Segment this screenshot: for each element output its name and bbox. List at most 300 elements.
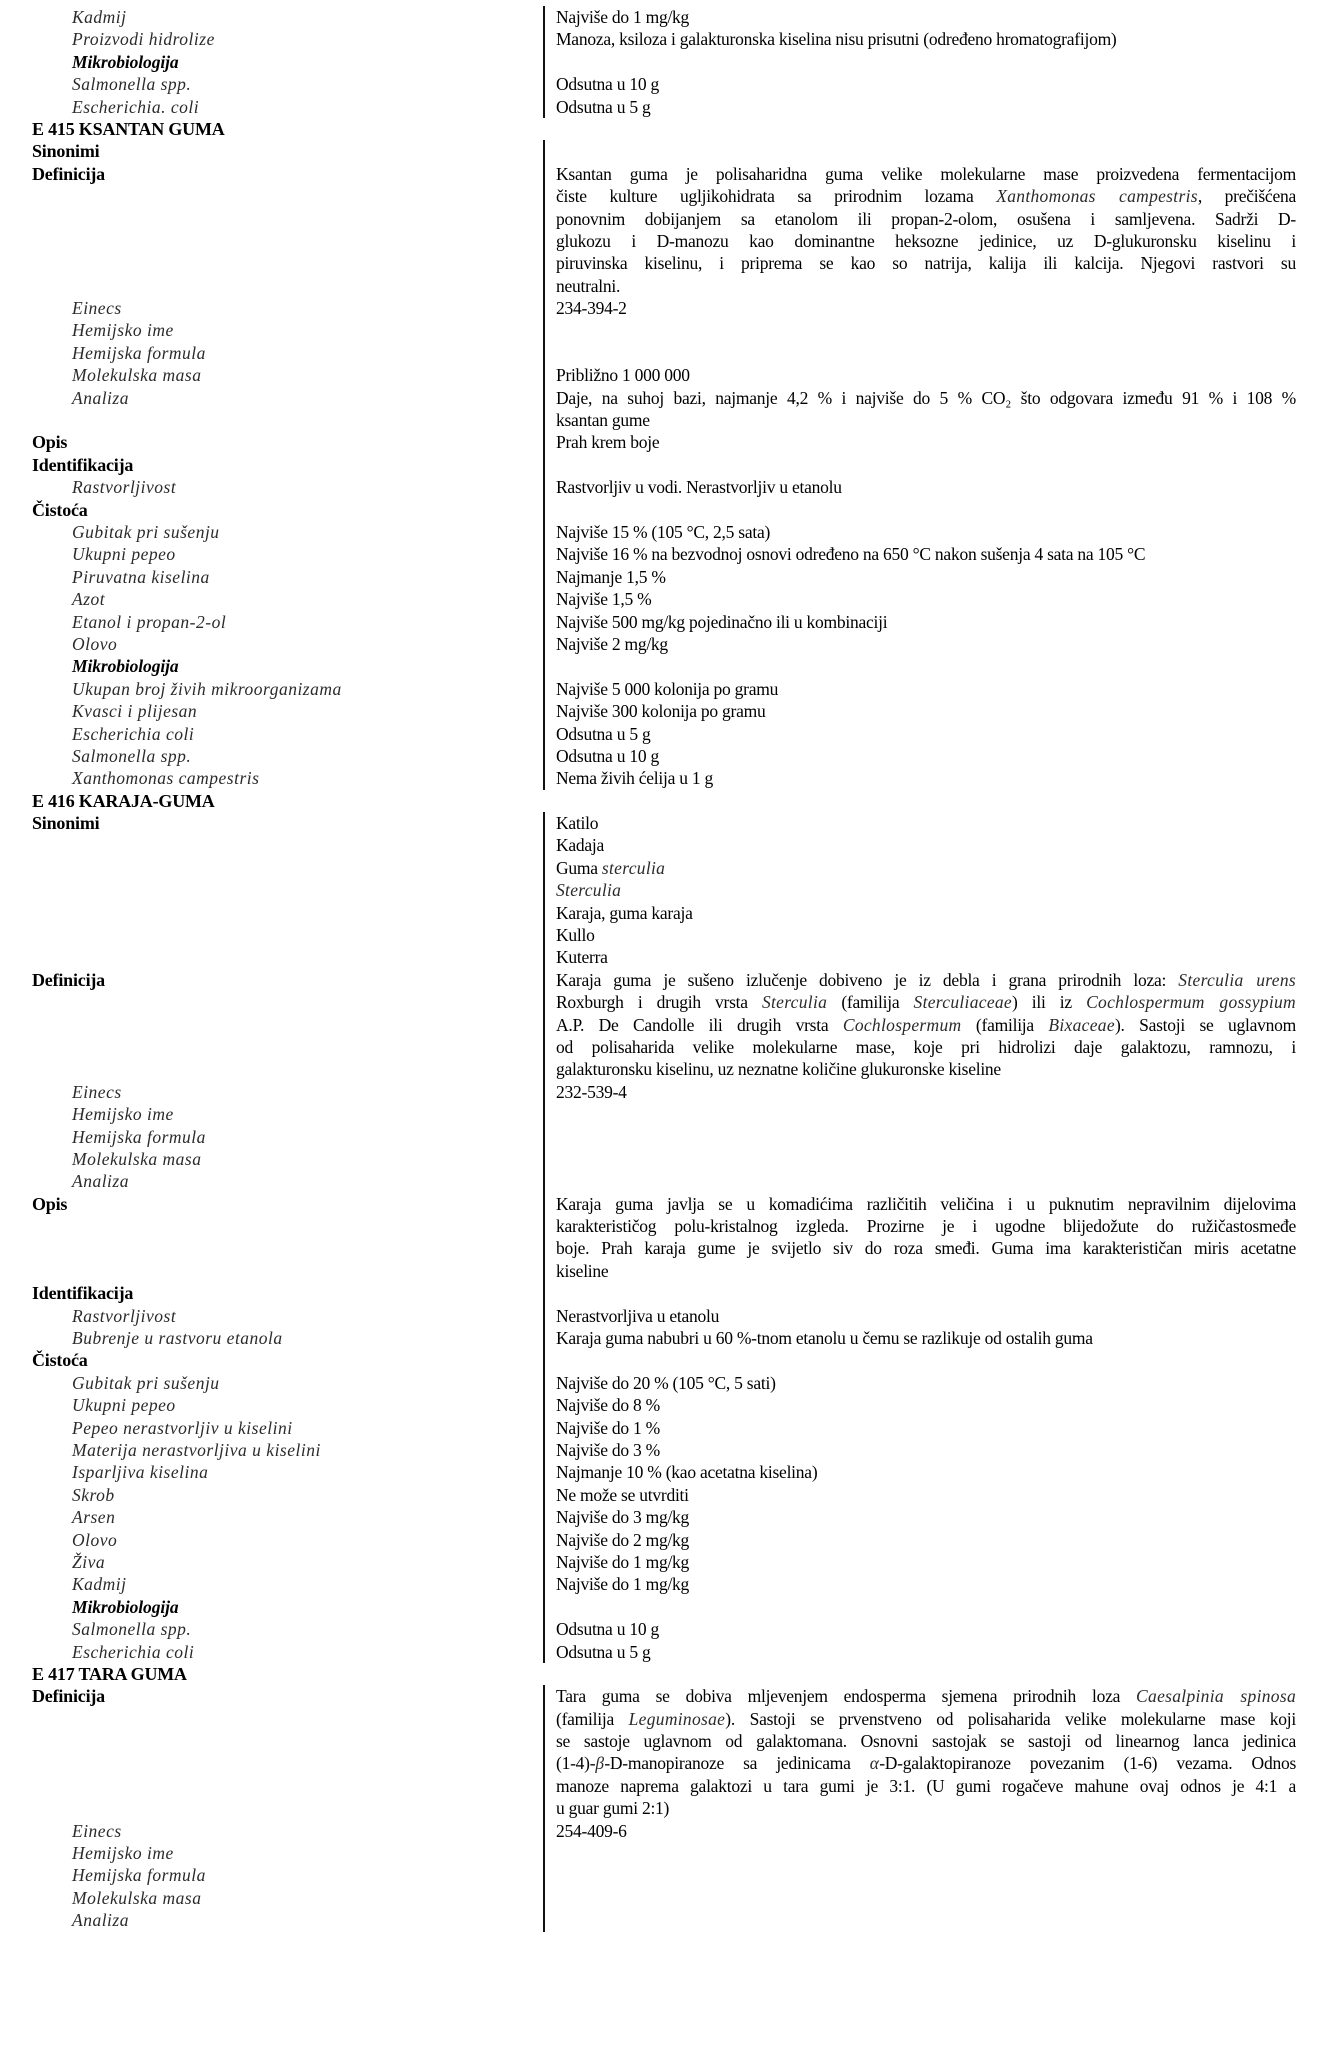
section-heading: E 416 KARAJA-GUMA bbox=[32, 790, 215, 811]
field-label: Olovo bbox=[72, 1529, 118, 1550]
spec-row bbox=[0, 700, 1340, 722]
spec-row bbox=[0, 1417, 1340, 1439]
field-value bbox=[556, 319, 1296, 341]
value-line bbox=[556, 745, 1296, 767]
field-value bbox=[556, 1864, 1296, 1886]
value-line bbox=[556, 1529, 1296, 1551]
field-value bbox=[556, 73, 1296, 95]
italic-term: Sterculia urens bbox=[1178, 969, 1296, 990]
spec-row bbox=[0, 431, 1340, 453]
value-line bbox=[556, 6, 1296, 28]
value-text: ). Sastoji se uglavnom bbox=[1114, 1014, 1296, 1035]
section-heading: E 417 TARA GUMA bbox=[32, 1663, 187, 1684]
italic-term: Caesalpinia spinosa bbox=[1136, 1686, 1296, 1707]
field-value bbox=[556, 1394, 1296, 1416]
value-line bbox=[556, 364, 1296, 386]
value-text: Najviše 15 % (105 °C, 2,5 sata) bbox=[556, 521, 771, 542]
value-text: Ne može se utvrditi bbox=[556, 1484, 689, 1505]
value-text: Rastvorljiv u vodi. Nerastvorljiv u etanolu bbox=[556, 477, 842, 498]
value-line bbox=[556, 1417, 1296, 1439]
value-text: karakterističog polu-kristalnog izgleda. Prozirne je i ugodne blijedožute do ružičastosmeđe bbox=[556, 1216, 1296, 1237]
field-label: Piruvatna kiselina bbox=[72, 566, 210, 587]
field-heading: Identifikacija bbox=[32, 454, 134, 475]
field-label: Hemijska formula bbox=[72, 1865, 206, 1886]
spec-row bbox=[0, 1103, 1340, 1125]
value-line bbox=[556, 1036, 1296, 1058]
field-value bbox=[556, 678, 1296, 700]
field-label: Xanthomonas campestris bbox=[72, 768, 260, 789]
value-line bbox=[556, 431, 1296, 453]
field-label: Escherichia. coli bbox=[72, 96, 200, 117]
value-text: , prečišćena bbox=[1197, 186, 1296, 207]
value-text: 254-409-6 bbox=[556, 1820, 627, 1841]
value-line bbox=[556, 1126, 1296, 1148]
field-label: Hemijsko ime bbox=[72, 1843, 174, 1864]
spec-row bbox=[0, 1685, 1340, 1819]
field-label: Molekulska masa bbox=[72, 1887, 202, 1908]
spec-row bbox=[0, 812, 1340, 969]
field-label: Pepeo nerastvorljiv u kiselini bbox=[72, 1417, 293, 1438]
value-line bbox=[556, 678, 1296, 700]
spec-row bbox=[0, 1909, 1340, 1931]
value-line bbox=[556, 1058, 1296, 1080]
field-value bbox=[556, 1820, 1296, 1842]
field-label: Kadmij bbox=[72, 7, 127, 27]
value-line bbox=[556, 1484, 1296, 1506]
value-text: Karaja guma nabubri u 60 %-tnom etanolu u čemu se razlikuje od ostalih guma bbox=[556, 1328, 1093, 1349]
italic-term: Cochlospermum bbox=[842, 1014, 962, 1035]
value-text: ). Sastoji se prvenstveno od polisaharida velike molekularne mase koji bbox=[725, 1708, 1296, 1729]
field-value bbox=[556, 1573, 1296, 1595]
italic-term: Xanthomonas campestris bbox=[996, 186, 1198, 207]
spec-row bbox=[0, 1887, 1340, 1909]
value-line bbox=[556, 1103, 1296, 1125]
spec-row bbox=[0, 51, 1340, 73]
section-block bbox=[0, 812, 1340, 1663]
value-line bbox=[556, 476, 1296, 498]
value-line bbox=[556, 1864, 1296, 1886]
value-line bbox=[556, 1618, 1296, 1640]
field-value bbox=[556, 655, 1296, 677]
value-line bbox=[556, 857, 1296, 879]
italic-term: Bixaceae bbox=[1048, 1014, 1115, 1035]
field-heading: Čistoća bbox=[32, 1350, 88, 1371]
field-label: Salmonella spp. bbox=[72, 74, 192, 95]
spec-row bbox=[0, 588, 1340, 610]
italic-term: Sterculiaceae bbox=[913, 992, 1012, 1013]
value-line bbox=[556, 902, 1296, 924]
value-text: 232-539-4 bbox=[556, 1081, 627, 1102]
spec-row bbox=[0, 1170, 1340, 1192]
field-value bbox=[556, 1170, 1296, 1192]
subgroup-heading: Mikrobiologija bbox=[72, 51, 179, 72]
field-label: Gubitak pri sušenju bbox=[72, 1372, 220, 1393]
value-text: Karaja, guma karaja bbox=[556, 902, 693, 923]
value-line bbox=[556, 879, 1296, 901]
spec-row bbox=[0, 969, 1340, 1081]
value-line bbox=[556, 387, 1296, 409]
value-text: neutralni. bbox=[556, 275, 621, 296]
value-text: Manoza, ksiloza i galakturonska kiselina nisu prisutni (određeno hromatografijom) bbox=[556, 29, 1117, 50]
field-label: Ukupni pepeo bbox=[72, 544, 176, 565]
value-line bbox=[556, 499, 1296, 521]
field-value bbox=[556, 611, 1296, 633]
field-value bbox=[556, 588, 1296, 610]
value-line bbox=[556, 723, 1296, 745]
spec-row bbox=[0, 364, 1340, 386]
value-line bbox=[556, 1394, 1296, 1416]
value-text: Najviše 1,5 % bbox=[556, 589, 652, 610]
italic-term: α bbox=[869, 1753, 880, 1774]
spec-row bbox=[0, 454, 1340, 476]
field-label: Einecs bbox=[72, 298, 122, 319]
value-text: Odsutna u 10 g bbox=[556, 1619, 659, 1640]
value-line bbox=[556, 140, 1296, 162]
field-heading: Sinonimi bbox=[32, 813, 100, 834]
field-value bbox=[556, 767, 1296, 789]
spec-row bbox=[0, 1529, 1340, 1551]
spec-row bbox=[0, 96, 1340, 118]
field-label: Gubitak pri sušenju bbox=[72, 521, 220, 542]
spec-row bbox=[0, 1148, 1340, 1170]
spec-row bbox=[0, 1081, 1340, 1103]
value-text: glukozu i D-manozu kao dominantne heksozne jedinice, uz D-glukuronsku kiselinu i bbox=[556, 230, 1296, 251]
value-line bbox=[556, 73, 1296, 95]
spec-row bbox=[0, 1394, 1340, 1416]
field-value bbox=[556, 1372, 1296, 1394]
value-text: -D-galaktopiranoze povezanim (1-6) vezama. Odnos bbox=[879, 1753, 1296, 1774]
field-label: Materija nerastvorljiva u kiselini bbox=[72, 1440, 321, 1460]
field-value bbox=[556, 1126, 1296, 1148]
field-value bbox=[556, 297, 1296, 319]
spec-row bbox=[0, 387, 1340, 432]
field-label: Skrob bbox=[72, 1484, 115, 1505]
field-label: Analiza bbox=[72, 387, 129, 408]
value-line bbox=[556, 1596, 1296, 1618]
field-value bbox=[556, 1103, 1296, 1125]
value-line bbox=[556, 1551, 1296, 1573]
value-text: (familija bbox=[556, 1708, 629, 1729]
value-text: manoze naprema galaktozi u tara gumi je 3:1. (U gumi rogačeve mahune ovaj odnos je 4:1 a bbox=[556, 1775, 1296, 1796]
value-text: Guma bbox=[556, 857, 602, 878]
value-text: Karaja guma je sušeno izlučenje dobiveno je iz debla i grana prirodnih loza: bbox=[556, 969, 1179, 990]
field-label: Isparljiva kiselina bbox=[72, 1462, 209, 1483]
value-line bbox=[556, 1775, 1296, 1797]
field-label: Analiza bbox=[72, 1910, 129, 1931]
field-heading: Definicija bbox=[32, 969, 105, 990]
value-line bbox=[556, 1327, 1296, 1349]
field-label: Arsen bbox=[72, 1507, 116, 1528]
field-value bbox=[556, 1484, 1296, 1506]
value-line bbox=[556, 1752, 1296, 1774]
field-value bbox=[556, 1506, 1296, 1528]
value-line bbox=[556, 96, 1296, 118]
field-value bbox=[556, 521, 1296, 543]
value-line bbox=[556, 969, 1296, 991]
value-text: u guar gumi 2:1) bbox=[556, 1798, 670, 1819]
value-line bbox=[556, 208, 1296, 230]
spec-row bbox=[0, 521, 1340, 543]
value-text: Nema živih ćelija u 1 g bbox=[556, 768, 714, 789]
value-line bbox=[556, 543, 1296, 565]
spec-row bbox=[0, 140, 1340, 162]
column-divider bbox=[543, 6, 545, 118]
italic-term: Cochlospermum gossypium bbox=[1086, 992, 1296, 1013]
value-text: boje. Prah karaja gume je svijetlo siv do roza smeđi. Guma ima karakterističan miris acetatne bbox=[556, 1238, 1296, 1259]
value-line bbox=[556, 1305, 1296, 1327]
value-text: Nerastvorljiva u etanolu bbox=[556, 1305, 720, 1326]
value-line bbox=[556, 588, 1296, 610]
field-value bbox=[556, 476, 1296, 498]
value-text: Prah krem boje bbox=[556, 432, 660, 453]
value-text: (1-4)- bbox=[556, 1753, 596, 1774]
value-line bbox=[556, 297, 1296, 319]
value-line bbox=[556, 655, 1296, 677]
spec-row bbox=[0, 342, 1340, 364]
spec-row bbox=[0, 476, 1340, 498]
value-line bbox=[556, 1685, 1296, 1707]
field-value bbox=[556, 1305, 1296, 1327]
value-line bbox=[556, 1237, 1296, 1259]
value-text: od polisaharida velike molekularne mase, koje pri hidrolizi daje galaktozu, ramnozu, i bbox=[556, 1036, 1296, 1057]
italic-term: sterculia bbox=[601, 857, 666, 878]
value-text: Najviše do 20 % (105 °C, 5 sati) bbox=[556, 1372, 776, 1393]
value-line bbox=[556, 767, 1296, 789]
field-label: Salmonella spp. bbox=[72, 1619, 192, 1640]
value-line bbox=[556, 275, 1296, 297]
spec-row bbox=[0, 745, 1340, 767]
value-text: Najviše do 1 mg/kg bbox=[556, 1551, 690, 1572]
field-heading: Definicija bbox=[32, 1686, 105, 1707]
spec-row bbox=[0, 1596, 1340, 1618]
value-line bbox=[556, 812, 1296, 834]
spec-row bbox=[0, 1484, 1340, 1506]
value-line bbox=[556, 1730, 1296, 1752]
section-block bbox=[0, 6, 1340, 118]
spec-row bbox=[0, 611, 1340, 633]
field-value bbox=[556, 140, 1296, 162]
value-text: ksantan gume bbox=[556, 410, 650, 431]
field-value bbox=[556, 499, 1296, 521]
value-line bbox=[556, 1573, 1296, 1595]
value-line bbox=[556, 252, 1296, 274]
field-value bbox=[556, 723, 1296, 745]
value-text: Najviše do 1 mg/kg bbox=[556, 1574, 690, 1595]
spec-row bbox=[0, 566, 1340, 588]
value-text: kiseline bbox=[556, 1260, 609, 1281]
spec-row bbox=[0, 319, 1340, 341]
spec-row bbox=[0, 678, 1340, 700]
field-label: Bubrenje u rastvoru etanola bbox=[72, 1328, 283, 1349]
spec-row bbox=[0, 6, 1340, 28]
value-line bbox=[556, 1708, 1296, 1730]
field-value bbox=[556, 543, 1296, 565]
field-value bbox=[556, 342, 1296, 364]
value-line bbox=[556, 946, 1296, 968]
value-line bbox=[556, 1081, 1296, 1103]
spec-row bbox=[0, 1641, 1340, 1663]
spec-row bbox=[0, 1305, 1340, 1327]
spec-row bbox=[0, 1126, 1340, 1148]
value-text: Najviše 300 kolonija po gramu bbox=[556, 701, 766, 722]
field-value bbox=[556, 1551, 1296, 1573]
value-line bbox=[556, 924, 1296, 946]
section-block bbox=[0, 140, 1340, 789]
section-heading: E 415 KSANTAN GUMA bbox=[32, 118, 225, 139]
value-line bbox=[556, 700, 1296, 722]
value-text: Odsutna u 5 g bbox=[556, 723, 651, 744]
value-text: Odsutna u 10 g bbox=[556, 745, 659, 766]
field-value bbox=[556, 1282, 1296, 1304]
value-text: Najviše 5 000 kolonija po gramu bbox=[556, 678, 779, 699]
field-heading: Opis bbox=[32, 1193, 68, 1214]
column-divider bbox=[543, 812, 545, 1663]
value-text: Daje, na suhoj bazi, najmanje 4,2 % i najviše do 5 % CO₂ što odgovara između 91 % i 108 % bbox=[556, 387, 1296, 408]
value-line bbox=[556, 1014, 1296, 1036]
spec-row bbox=[0, 1193, 1340, 1283]
field-label: Einecs bbox=[72, 1081, 122, 1102]
field-value bbox=[556, 364, 1296, 386]
value-line bbox=[556, 454, 1296, 476]
spec-row bbox=[0, 1461, 1340, 1483]
field-label: Hemijska formula bbox=[72, 342, 206, 363]
value-line bbox=[556, 409, 1296, 431]
field-label: Hemijska formula bbox=[72, 1126, 206, 1147]
value-text: Najviše do 1 % bbox=[556, 1417, 660, 1438]
field-label: Azot bbox=[72, 589, 106, 610]
value-line bbox=[556, 1282, 1296, 1304]
field-heading: Sinonimi bbox=[32, 141, 100, 162]
field-value bbox=[556, 1685, 1296, 1819]
italic-term: Sterculia bbox=[761, 992, 828, 1013]
field-label: Hemijsko ime bbox=[72, 1104, 174, 1125]
field-label: Kvasci i plijesan bbox=[72, 701, 198, 722]
field-label: Olovo bbox=[72, 633, 118, 654]
field-label: Molekulska masa bbox=[72, 365, 202, 386]
value-line bbox=[556, 1641, 1296, 1663]
value-line bbox=[556, 1148, 1296, 1170]
value-text: Ksantan guma je polisaharidna guma velike molekularne mase proizvedena fermentacijom bbox=[556, 163, 1296, 184]
value-line bbox=[556, 1842, 1296, 1864]
value-line bbox=[556, 28, 1296, 50]
subgroup-heading: Mikrobiologija bbox=[72, 656, 179, 677]
spec-row bbox=[0, 73, 1340, 95]
field-label: Ukupni pepeo bbox=[72, 1395, 176, 1416]
value-line bbox=[556, 51, 1296, 73]
value-line bbox=[556, 1797, 1296, 1819]
field-label: Salmonella spp. bbox=[72, 745, 192, 766]
spec-row bbox=[0, 1842, 1340, 1864]
italic-term: Leguminosae bbox=[628, 1708, 726, 1729]
spec-row bbox=[0, 723, 1340, 745]
field-value bbox=[556, 1439, 1296, 1461]
value-line bbox=[556, 185, 1296, 207]
field-value bbox=[556, 1909, 1296, 1931]
spec-row bbox=[0, 543, 1340, 565]
field-label: Hemijsko ime bbox=[72, 320, 174, 341]
field-label: Escherichia coli bbox=[72, 723, 195, 744]
spec-row bbox=[0, 1820, 1340, 1842]
field-value bbox=[556, 566, 1296, 588]
spec-row bbox=[0, 1573, 1340, 1595]
value-text: A.P. De Candolle ili drugih vrsta bbox=[556, 1014, 843, 1035]
value-line bbox=[556, 163, 1296, 185]
field-value bbox=[556, 1327, 1296, 1349]
value-text: ) ili iz bbox=[1012, 992, 1087, 1013]
spec-row bbox=[0, 1551, 1340, 1573]
value-line bbox=[556, 1820, 1296, 1842]
value-text: Najviše 500 mg/kg pojedinačno ili u kombinaciji bbox=[556, 611, 888, 632]
value-line bbox=[556, 342, 1296, 364]
spec-row bbox=[0, 655, 1340, 677]
value-line bbox=[556, 1439, 1296, 1461]
value-text: Najviše 16 % na bezvodnoj osnovi određeno na 650 °C nakon sušenja 4 sata na 105 °C bbox=[556, 544, 1146, 565]
field-heading: Identifikacija bbox=[32, 1283, 134, 1304]
spec-row bbox=[0, 1282, 1340, 1304]
value-text: čiste kulture ugljikohidrata sa prirodnim lozama bbox=[556, 186, 997, 207]
spec-row bbox=[0, 297, 1340, 319]
spec-row bbox=[0, 1327, 1340, 1349]
field-label: Ukupan broj živih mikroorganizama bbox=[72, 678, 342, 699]
field-label: Analiza bbox=[72, 1171, 129, 1192]
italic-term: Sterculia bbox=[556, 880, 622, 901]
column-divider bbox=[543, 140, 545, 789]
value-line bbox=[556, 1349, 1296, 1371]
value-line bbox=[556, 521, 1296, 543]
field-value bbox=[556, 387, 1296, 432]
field-heading: Definicija bbox=[32, 163, 105, 184]
value-line bbox=[556, 1506, 1296, 1528]
field-label: Proizvodi hidrolize bbox=[72, 29, 215, 50]
value-text: Najviše do 3 mg/kg bbox=[556, 1507, 690, 1528]
value-line bbox=[556, 611, 1296, 633]
value-text: Najviše do 1 mg/kg bbox=[556, 7, 690, 27]
field-label: Živa bbox=[72, 1551, 106, 1572]
field-value bbox=[556, 633, 1296, 655]
spec-row bbox=[0, 499, 1340, 521]
field-value bbox=[556, 1529, 1296, 1551]
spec-row bbox=[0, 767, 1340, 789]
field-value bbox=[556, 1461, 1296, 1483]
subgroup-heading: Mikrobiologija bbox=[72, 1596, 179, 1617]
value-line bbox=[556, 1461, 1296, 1483]
value-line bbox=[556, 1193, 1296, 1215]
field-value bbox=[556, 1618, 1296, 1640]
value-text: piruvinska kiselinu, i priprema se kao so natrija, kalija ili kalcija. Njegovi rastvori su bbox=[556, 253, 1296, 274]
field-label: Rastvorljivost bbox=[72, 1305, 177, 1326]
value-line bbox=[556, 1909, 1296, 1931]
field-value bbox=[556, 1349, 1296, 1371]
field-heading: Opis bbox=[32, 432, 68, 453]
value-text: ponovnim dobijanjem sa etanolom ili propan-2-olom, osušena i samljevena. Sadrži D- bbox=[556, 208, 1296, 229]
value-line bbox=[556, 834, 1296, 856]
value-text: Odsutna u 10 g bbox=[556, 74, 659, 95]
value-text: Kadaja bbox=[556, 835, 605, 856]
field-label: Kadmij bbox=[72, 1574, 127, 1595]
italic-term: β bbox=[595, 1753, 605, 1774]
value-text: 234-394-2 bbox=[556, 298, 627, 319]
field-value bbox=[556, 431, 1296, 453]
spec-row bbox=[0, 1439, 1340, 1461]
field-label: Etanol i propan-2-ol bbox=[72, 611, 227, 632]
field-value bbox=[556, 1081, 1296, 1103]
specification-document bbox=[0, 6, 1340, 1932]
column-divider bbox=[543, 1685, 545, 1931]
field-value bbox=[556, 1193, 1296, 1283]
field-value bbox=[556, 28, 1296, 50]
spec-row bbox=[0, 1372, 1340, 1394]
field-value bbox=[556, 96, 1296, 118]
